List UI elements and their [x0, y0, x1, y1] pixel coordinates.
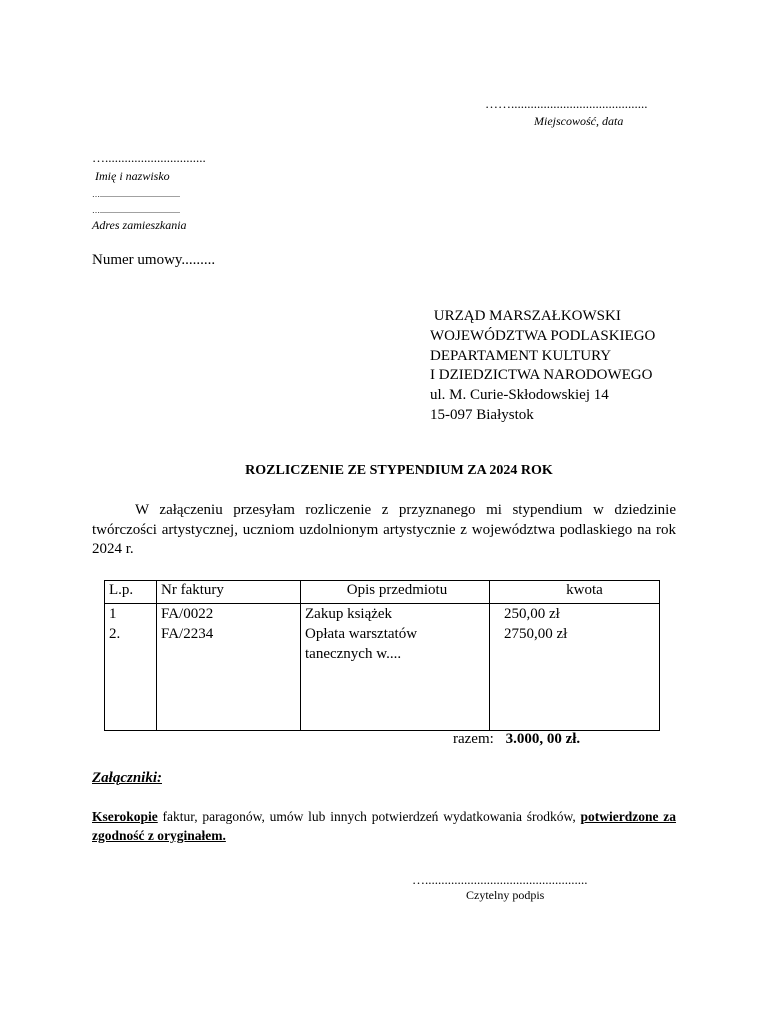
- recipient-line: 15-097 Białystok: [430, 406, 534, 423]
- sender-name-dots: …...............................: [92, 150, 206, 165]
- header-amount: kwota: [490, 581, 660, 604]
- place-date-caption: Miejscowość, data: [534, 114, 624, 128]
- table-row: [105, 604, 660, 731]
- total-label: razem:: [453, 731, 494, 747]
- attachments-note: [92, 807, 676, 845]
- row-2-amount: 2750,00 zł: [504, 626, 568, 642]
- row-2-description: Opłata warsztatów tanecznych w....: [305, 626, 418, 662]
- body-paragraph: W załączeniu przesyłam rozliczenie z przyznanego mi stypendium w dziedzinie twórczości artystycznej, uczniom uzdolnionym artystycznie z województwa podlaskiego na rok 2024 r.: [92, 502, 676, 557]
- recipient-address-block: [430, 307, 655, 426]
- sender-name-caption: Imię i nazwisko: [95, 169, 170, 183]
- total-value: 3.000, 00 zł.: [505, 731, 581, 747]
- total-line: [453, 731, 580, 748]
- recipient-line: I DZIEDZICTWA NARODOWEGO: [430, 367, 653, 384]
- header-invoice-number: Nr faktury: [157, 581, 301, 604]
- recipient-line: WOJEWÓDZTWA PODLASKIEGO: [430, 327, 656, 344]
- contract-number: Numer umowy.........: [92, 252, 216, 268]
- recipient-line: DEPARTAMENT KULTURY: [430, 347, 612, 364]
- table-header-row: [105, 581, 660, 604]
- attachments-lead: Kserokopie: [92, 809, 158, 824]
- recipient-line: URZĄD MARSZAŁKOWSKI: [430, 308, 621, 324]
- row-2-lp: 2.: [109, 626, 121, 642]
- sender-address-line-2: …........................................: [92, 206, 180, 215]
- attachments-middle: faktur, paragonów, umów lub innych potwierdzeń wydatkowania środków,: [157, 809, 581, 824]
- place-date-dots: ……..........................................: [485, 96, 648, 111]
- header-lp: L.p.: [105, 581, 157, 604]
- document-title: ROZLICZENIE ZE STYPENDIUM ZA 2024 ROK: [245, 463, 553, 478]
- row-1-description: Zakup książek: [305, 606, 393, 622]
- cell-description: [301, 604, 490, 731]
- invoice-table: [104, 580, 660, 731]
- sender-address-line-1: …........................................: [92, 190, 180, 199]
- row-2-invoice-number: FA/2234: [161, 626, 214, 642]
- row-1-lp: 1: [109, 606, 117, 622]
- row-1-invoice-number: FA/0022: [161, 606, 214, 622]
- cell-lp: [105, 604, 157, 731]
- recipient-line: ul. M. Curie-Skłodowskiej 14: [430, 387, 609, 404]
- row-1-amount: 250,00 zł: [504, 606, 560, 622]
- signature-caption: Czytelny podpis: [466, 888, 545, 902]
- sender-address-caption: Adres zamieszkania: [92, 218, 187, 232]
- attachments-heading: Załączniki:: [92, 770, 162, 786]
- attachments-tail: potwierdzone za zgodność z oryginałem.: [92, 809, 677, 843]
- signature-dots: …..................................................: [412, 872, 588, 887]
- cell-amount: [490, 604, 660, 731]
- header-description: Opis przedmiotu: [301, 581, 490, 604]
- cell-invoice-number: [157, 604, 301, 731]
